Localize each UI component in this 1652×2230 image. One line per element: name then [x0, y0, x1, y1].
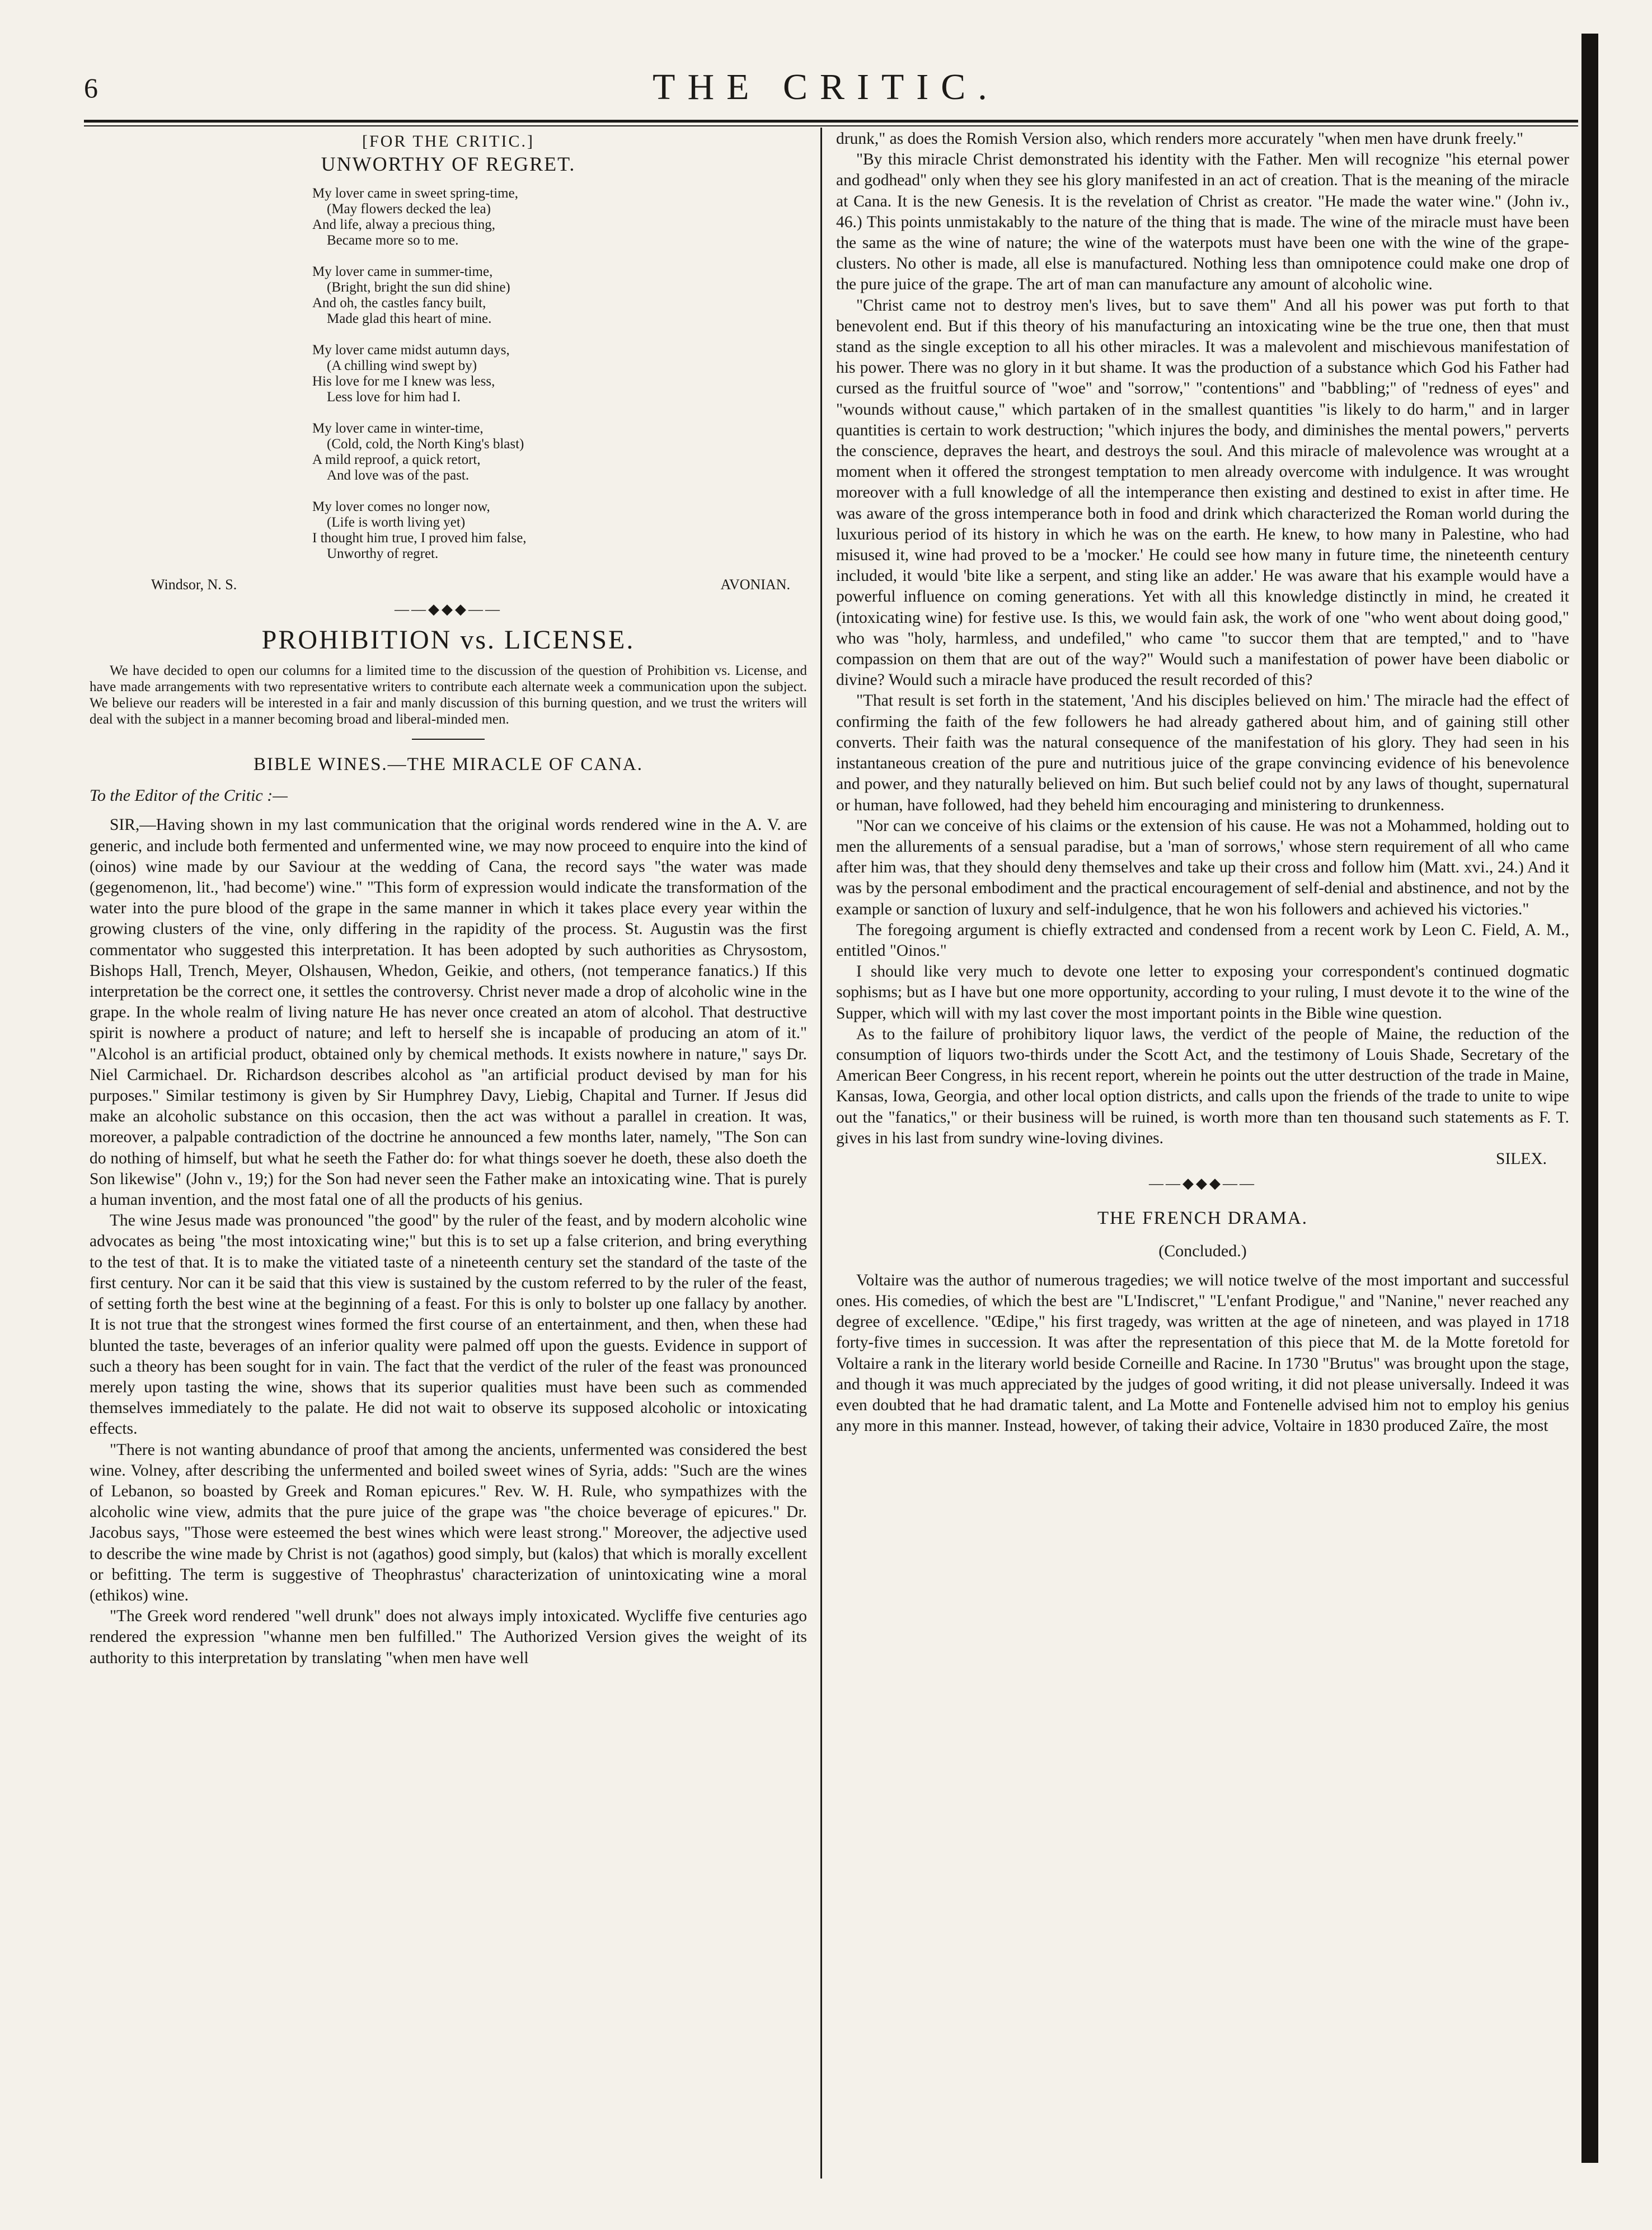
article-signature: SILEX. [1496, 1149, 1547, 1168]
page-number: 6 [84, 72, 98, 104]
ornament-divider: ——◆◆◆—— [1149, 1175, 1256, 1192]
article-paragraph: The foregoing argument is chiefly extracted and condensed from a recent work by Leon C. Field, A. M., entitled "Oinos." [836, 921, 1569, 960]
header-rule-thin [84, 125, 1578, 126]
poem-line: My lover came midst autumn days, [312, 342, 510, 358]
poem-line: A mild reproof, a quick retort, [312, 452, 481, 468]
poem-line: And life, alway a precious thing, [312, 217, 495, 233]
poem-line: My lover came in winter-time, [312, 421, 484, 436]
poem-line: Became more so to me. [327, 233, 459, 248]
editorial-note [90, 663, 807, 727]
poem-location: Windsor, N. S. [151, 576, 237, 593]
article-paragraph: The wine Jesus made was pronounced "the good" by the ruler of the feast, and by modern alcoholic wine advocates as being "the most intoxicating wine;" but this is to set up a false criterion, and bring everything to the test of that. It is to make the vitiated taste of a nineteenth century set the standard of the taste of the first century. Nor can it be said that this view is sustained by the custom referred to by the ruler of the feast, of setting forth the best wine at the beginning of a feast. For this is only to bolster up one fallacy by another. It is not true that the strongest wines formed the first course of an entertainment, and then, when these had blunted the taste, beverages of an inferior quality were palmed off upon the guests. Evidence in support of such a theory has been sought for in vain. The fact that the verdict of the ruler of the feast was pronounced merely upon tasting the wine, shows that its superior qualities must have been such as commended themselves immediately to the palate. He did not wait to observe its supposed alcoholic or intoxicating effects. [90, 1212, 807, 1438]
poem-stanza [312, 499, 807, 562]
scan-edge-bar [1581, 34, 1598, 2163]
poem-signature [90, 574, 807, 595]
poem-line: And love was of the past. [327, 468, 470, 483]
header-rule [84, 120, 1578, 123]
article-paragraph: "There is not wanting abundance of proof that among the ancients, unfermented was considered the best wine. Volney, after describing the unfermented and boiled sweet wines of Syria, adds: "Such are the wines of Lebanon, so boasted by Greek and Roman epicures." Rev. W. H. Rule, who sympathizes with the alcoholic wine view, admits that the pure juice of the grape was "the choice beverage of epicures." Dr. Jacobus says, "Those were esteemed the best wines which were least strong." Moreover, the adjective used to describe the wine made by Christ is not (agathos) good simply, but (kalos) that which is morally excellent or befitting. The term is suggestive of Theophrastus' characterization of unintoxicating wine a moral (ethikos) wine. [90, 1440, 807, 1604]
editorial-paragraph: We have decided to open our columns for a limited time to the discussion of the question of Prohibition vs. License, and have made arrangements with two representative writers to contribute each alternate week a communication upon the subject. We believe our readers will be interested in a fair and manly discussion of this burning question, and we trust the writers will deal with the subject in a manner becoming broad and liberal-minded men. [90, 663, 807, 727]
short-rule [412, 739, 485, 740]
poem-line: And oh, the castles fancy built, [312, 295, 486, 311]
column-divider [820, 128, 822, 2179]
poem-line: (Life is worth living yet) [327, 515, 466, 530]
masthead: THE CRITIC. [653, 67, 999, 107]
poem-line: I thought him true, I proved him false, [312, 530, 527, 546]
article-paragraph: I should like very much to devote one letter to exposing your correspondent's continued dogmatic sophisms; but as I have but one more opportunity, according to your ruling, I must devote it to the wine of the Supper, which will with my last cover the most important points in the Bible wine question. [836, 963, 1569, 1022]
drama-title: THE FRENCH DRAMA. [1097, 1208, 1308, 1229]
article-salutation: To the Editor of the Critic :— [90, 786, 288, 805]
article-paragraph: "The Greek word rendered "well drunk" does not always imply intoxicated. Wycliffe five centuries ago rendered the expression "whanne men ben fulfilled." The Authorized Version gives the weight of its authority to this interpretation by translating "when men have well [90, 1607, 807, 1667]
left-column [90, 129, 807, 2171]
article-paragraph: "Nor can we conceive of his claims or the extension of his cause. He was not a Mohammed, holding out to men the allurements of a sensual paradise, but a 'man of sorrows,' whose stern requirement of all who came after him was, that they should deny themselves and take up their cross and follow him (Matt. xvi., 24.) And it was by the personal embodiment and the practical encouragement of self-denial and abstinence, and not by the example or sanction of luxury and self-indulgence, that he won his followers and achieved his victories." [836, 816, 1569, 918]
poem-stanza [312, 421, 807, 483]
poem-line: Unworthy of regret. [327, 546, 439, 562]
drama-subtitle: (Concluded.) [1158, 1241, 1247, 1260]
poem-line: (May flowers decked the lea) [327, 201, 491, 217]
ornament-divider: ——◆◆◆—— [395, 600, 502, 617]
drama-paragraph: Voltaire was the author of numerous tragedies; we will notice twelve of the most important and successful ones. His comedies, of which the best are "L'Indiscret," "L'enfant Prodigue," and "Nanine," never reached any degree of excellence. "Œdipe," his first tragedy, was written at the age of nineteen, and was played in 1718 forty-five times in succession. It was after the representation of this piece that M. de la Motte foretold for Voltaire a rank in the literary world beside Corneille and Racine. In 1730 "Brutus" was brought upon the stage, and though it was much appreciated by the judges of good writing, it did not please universally. Indeed it was even doubted that he had dramatic talent, and La Motte and Fontenelle advised him not to employ his genius any more in this manner. Instead, however, of taking their advice, Voltaire in 1830 produced Zaïre, the most [836, 1271, 1569, 1435]
poem-stanza [312, 342, 807, 405]
article-title: BIBLE WINES.—THE MIRACLE OF CANA. [253, 754, 644, 775]
right-column [836, 129, 1569, 2171]
poem-stanza [312, 186, 807, 248]
poem-line: (Cold, cold, the North King's blast) [327, 436, 524, 452]
poem-line: Made glad this heart of mine. [327, 311, 492, 327]
poem-line: My lover came in summer-time, [312, 264, 493, 280]
poem-kicker: [FOR THE CRITIC.] [362, 132, 534, 151]
article-paragraph: drunk," as does the Romish Version also, which renders more accurately "when men have drunk freely." [836, 130, 1524, 148]
article-paragraph: SIR,—Having shown in my last communication that the original words rendered wine in the A. V. are generic, and include both fermented and unfermented wine, we may now proceed to enquire into the kind of (oinos) wine made by our Saviour at the wedding of Cana, the record says "the water was made (gegenomenon, lit., 'had become') wine." "This form of expression would indicate the transformation of the water into the pure blood of the grape in the same manner in which it takes place every year within the growing clusters of the vine, only differing in the rapidity of the process. St. Augustin was the first commentator who suggested this interpretation. It has been adopted by such authorities as Chrysostom, Bishops Hall, Trench, Meyer, Olshausen, Whedon, Geikie, and others, (not temperance fanatics.) If this interpretation be the correct one, it settles the controversy. Christ never made a drop of alcoholic wine in the grape. In the whole realm of living nature He has never once created an atom of alcohol. That destructive spirit is nowhere a product of nature; and left to herself she is incapable of producing an atom of it." "Alcohol is an artificial product, obtained only by chemical methods. It exists nowhere in nature," says Dr. Niel Carmichael. Dr. Richardson describes alcohol as "an artificial product devised by man for his purposes." Similar testimony is given by Sir Humphrey Davy, Liebig, Chapital and Turner. If Jesus did make an alcoholic substance on this occasion, then the act was without a parallel in creation. It was, moreover, a palpable contradiction of the doctrine he announced a few months later, namely, "The Son can do nothing of himself, but what he seeth the Father do: for what things soever he doeth, these also doeth the Son likewise" (John v., 19;) for the Son had never seen the Father make an intoxicating wine. That is purely a human invention, and the most fatal one of all the products of his genius. [90, 816, 807, 1209]
poem-line: (A chilling wind swept by) [327, 358, 477, 374]
poem-line: My lover comes no longer now, [312, 499, 490, 515]
poem-title: UNWORTHY OF REGRET. [321, 153, 576, 176]
poem-author: AVONIAN. [720, 576, 790, 593]
poem-line: My lover came in sweet spring-time, [312, 186, 518, 201]
poem-line: (Bright, bright the sun did shine) [327, 280, 510, 295]
section-title: PROHIBITION vs. LICENSE. [261, 625, 635, 655]
article-paragraph: "That result is set forth in the statement, 'And his disciples believed on him.' The miracle had the effect of confirming the faith of the few followers he had already gathered about him, and of gaining still other converts. Their faith was the natural consequence of the manifestation of his glory. They had seen in his instantaneous creation of the pure and nutritious juice of the grape convincing evidence of his benevolence and power, and they naturally believed on him. But such belief could not by any laws of thought, supernatural or human, have followed, had they beheld him encouraging and ministering to drunkenness. [836, 692, 1569, 814]
article-paragraph: "By this miracle Christ demonstrated his identity with the Father. Men will recognize "his eternal power and godhead" only when they see his glory manifested in an act of creation. That is the meaning of the miracle at Cana. It is the new Genesis. It is the revelation of Christ as creator. "He made the water wine." (John iv., 46.) This points unmistakably to the nature of the thing that is made. The wine of the miracle must have been the same as the wine of nature; the wine of the waterpots must have been one with the wine of the grape-clusters. No other is made, all else is manufactured. Nothing less than omnipotence could make one drop of the pure juice of the grape. The art of man can manufacture any amount of alcoholic wine. [836, 151, 1569, 294]
poem-line: Less love for him had I. [327, 389, 461, 405]
article-paragraph: "Christ came not to destroy men's lives, but to save them" And all his power was put forth to that benevolent end. But if this theory of his manufacturing an intoxicating wine be the true one, then that must stand as the single exception to all his other miracles. It was a malevolent and mischievous manifestation of his power. There was no glory in it but shame. It was the production of a substance which God his Father had cursed as the fruitful source of "woe" and "sorrow," "contentions" and "babbling;" of "redness of eyes" and "wounds without cause," which partaken of in the smallest quantities "is likely to do harm," and in larger quantities is certain to work destruction; "which injures the body, and diminishes the mental powers," perverts the conscience, depraves the heart, and destroys the soul. And this miracle of malevolence was wrought at a moment when it offered the strongest temptation to men already overcome with indulgence. It was wrought moreover with a full knowledge of all the intemperance then existing and destined to exist in after time. He was aware of the gross intemperance both in food and drink which characterized the Roman world during the luxurious period of its history in which he was on the earth. He knew, to how many in Palestine, who had misused it, wine had proved to be a 'mocker.' He could see how many in future time, the nineteenth century included, it would 'bite like a serpent, and sting like an adder.' He was aware that his example would have a powerful influence on coming generations. Yet with all this knowledge distinctly in mind, he created it (intoxicating wine) for festive use. Is this, we would fain ask, the work of one "who went about doing good," who was "holy, harmless, and undefiled," who came "to succor them that are tempted," and to "have compassion on them that are out of the way?" Would such a manifestation of power have been diabolic or divine? Would such a miracle have produced the result recorded of this? [836, 296, 1569, 689]
article-paragraph: As to the failure of prohibitory liquor laws, the verdict of the people of Maine, the reduction of the consumption of liquors two-thirds under the Scott Act, and the testimony of Louis Shade, Secretary of the American Beer Congress, in his recent report, wherein he points out the utter destruction of the trade in Maine, Kansas, Iowa, Georgia, and other local option districts, and calls upon the friends of the trade to unite to wipe out the "fanatics," or their business will be ruined, is worth more than ten thousand such statements as F. T. gives in his last from sundry wine-loving divines. [836, 1025, 1569, 1147]
poem-line: His love for me I knew was less, [312, 374, 495, 389]
poem-stanza [312, 264, 807, 327]
